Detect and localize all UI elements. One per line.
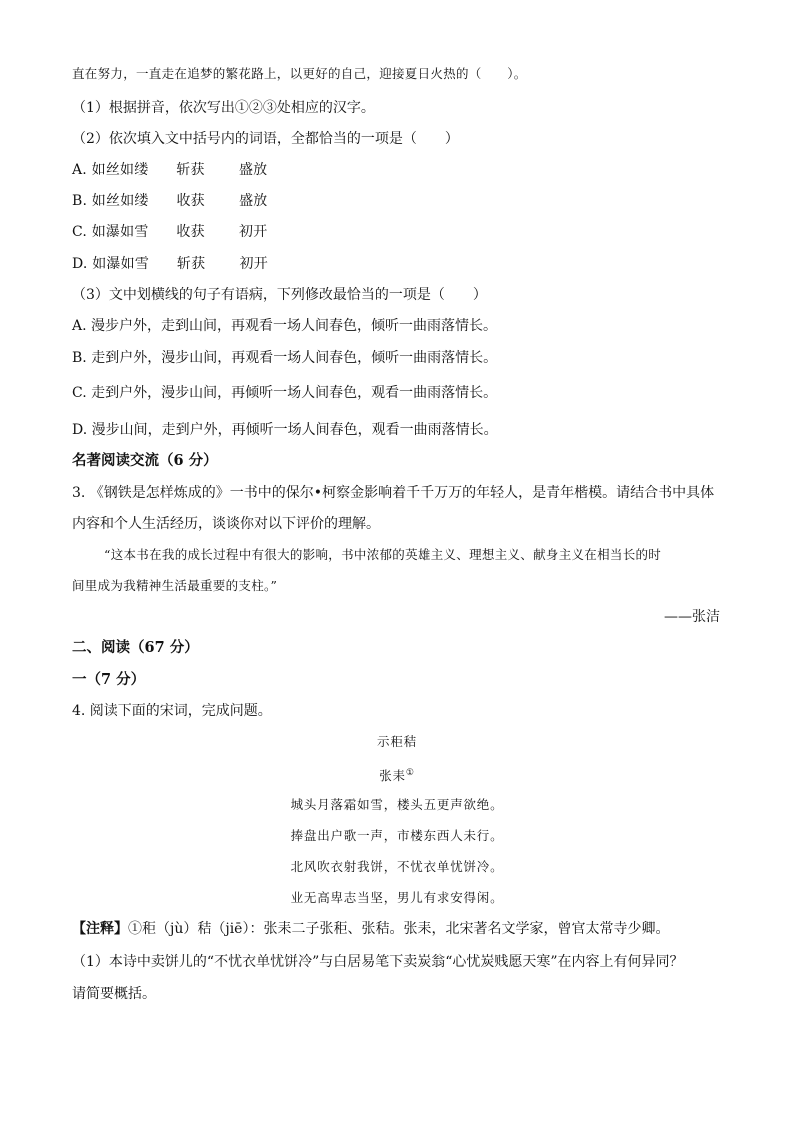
option-word-2: 收获 [176,193,205,209]
option-label: A. [72,162,87,178]
option-word-3: 盛放 [239,193,268,209]
question-2-sub-3: （3）文中划横线的句子有语病，下列修改最恰当的一项是（ ） [72,287,487,303]
question-4-sub-1-line-2: 请简要概括。 [72,986,156,1002]
footnote-marker: ① [405,768,415,778]
quote-line-1: “这本书在我的成长过程中有很大的影响，书中浓郁的英雄主义、理想主义、献身主义在相当长的时 [104,547,662,562]
option-word-2: 斩获 [176,162,205,178]
section-2-part-1-heading: 一（7 分） [72,671,146,688]
poem-title: 示秬秸 [377,734,417,749]
poem-line-3: 北风吹衣射我饼，不忧衣单忧饼冷。 [290,859,504,874]
question-3-line-2: 内容和个人生活经历，谈谈你对以下评价的理解。 [72,516,380,532]
question-4-intro: 4. 阅读下面的宋词，完成问题。 [72,703,272,719]
note-label: 【注释】 [72,921,128,937]
option-d-row [72,254,268,274]
sub3-option-b: B. 走到户外，漫步山间，再观看一场人间春色，倾听一曲雨落情长。 [72,350,498,366]
question-4-sub-1-line-1: （1）本诗中卖饼儿的“不忧衣单忧饼冷”与白居易笔下卖炭翁“心忧炭贱愿天寒”在内容上有何异同？ [72,954,684,970]
option-label: B. [72,193,88,209]
question-3-line-1: 3. 《钢铁是怎样炼成的》一书中的保尔•柯察金影响着千千万万的年轻人，是青年楷模。请结合书中具体 [72,485,715,501]
option-word-1: 如瀑如雪 [92,256,150,272]
option-word-1: 如丝如缕 [91,193,149,209]
quote-attribution: ——张洁 [664,609,720,625]
sub3-option-d: D. 漫步山间，走到户外，再倾听一场人间春色，观看一曲雨落情长。 [72,422,498,438]
option-word-3: 初开 [239,224,268,240]
option-word-2: 收获 [176,224,205,240]
poem-author-name: 张耒 [379,768,406,784]
quote-line-2: 间里成为我精神生活最重要的支柱。” [72,578,278,593]
poem-author [0,763,794,786]
option-word-2: 斩获 [176,256,206,272]
option-word-3: 盛放 [238,162,268,178]
sub3-option-c: C. 走到户外，漫步山间，再倾听一场人间春色，观看一曲雨落情长。 [72,385,498,401]
option-c-row [72,222,267,242]
section-2-heading: 二、阅读（67 分） [72,639,199,656]
option-word-1: 如丝如缕 [91,162,149,178]
option-word-1: 如瀑如雪 [91,224,149,240]
poem-line-1: 城头月落霜如雪，楼头五更声欲绝。 [290,797,504,812]
option-b-row [72,191,268,211]
question-2-sub-1: （1）根据拼音，依次写出①②③处相应的汉字。 [72,100,375,116]
option-label: C. [72,224,88,240]
sub3-option-a: A. 漫步户外，走到山间，再观看一场人间春色，倾听一曲雨落情长。 [72,318,498,334]
note-text: ①秬（jù）秸（jiē）：张耒二子张秬、张秸。张耒，北宋著名文学家，曾官太常寺少卿。 [128,921,670,937]
poem-note [72,919,669,939]
question-2-sub-2: （2）依次填入文中括号内的词语，全都恰当的一项是（ ） [72,131,459,147]
option-label: D. [72,256,88,272]
option-word-3: 初开 [239,256,268,272]
option-a-row [72,160,267,180]
poem-line-2: 捧盘出户歌一声，市楼东西人未行。 [290,828,504,843]
section-classics-heading: 名著阅读交流（6 分） [72,452,218,469]
passage-end-line: 直在努力，一直走在追梦的繁花路上，以更好的自己，迎接夏日火热的（ ）。 [72,66,527,81]
poem-line-4: 业无高卑志当坚，男儿有求安得闲。 [290,890,504,905]
